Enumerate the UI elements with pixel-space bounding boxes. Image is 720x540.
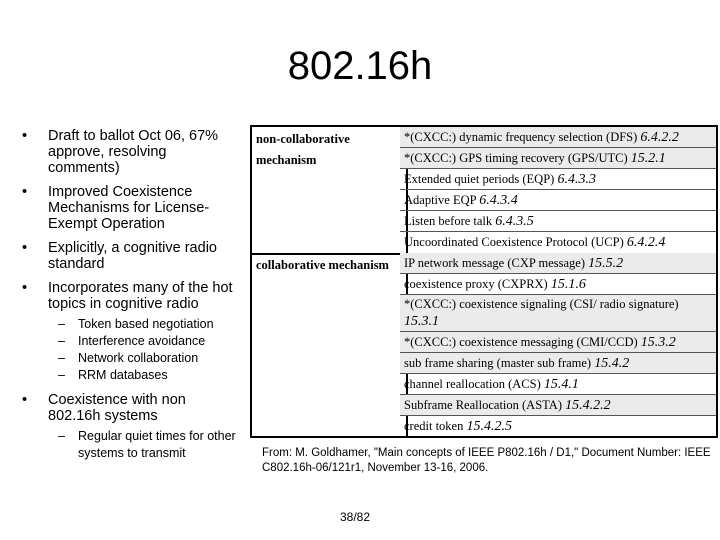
- bullet-dot-icon: •: [22, 240, 28, 256]
- section-number: 6.4.3.5: [495, 214, 534, 229]
- section-number: 15.2.1: [630, 151, 666, 166]
- section-number: 15.4.2.5: [466, 419, 512, 434]
- sub-bullet-item: [22, 316, 242, 333]
- section-number: 15.3.2: [640, 335, 676, 350]
- dash-icon: –: [58, 334, 65, 348]
- bullet-item: [22, 128, 242, 176]
- section-number: 6.4.2.2: [640, 130, 679, 145]
- mechanism-name: coexistence proxy (CXPRX): [404, 277, 548, 291]
- bullet-text: Incorporates many of the hot topics in cognitive radio: [48, 280, 233, 312]
- mechanism-name: Subframe Reallocation (ASTA): [404, 398, 562, 412]
- bullet-item: [22, 240, 242, 272]
- group-label: collaborative mechanism: [252, 253, 408, 436]
- sub-bullet-text: Interference avoidance: [78, 334, 206, 348]
- mechanism-name: channel reallocation (ACS): [404, 377, 541, 391]
- mechanism-name: IP network message (CXP message): [404, 256, 585, 270]
- dash-icon: –: [58, 429, 65, 443]
- table-row: [400, 416, 716, 437]
- table-row: [400, 211, 716, 232]
- section-number: 15.4.1: [543, 377, 579, 392]
- bullet-dot-icon: •: [22, 184, 28, 200]
- dash-icon: –: [58, 351, 65, 365]
- bullet-list: [22, 128, 242, 470]
- sub-bullet-text: Network collaboration: [78, 351, 199, 365]
- mechanism-name: Uncoordinated Coexistence Protocol (UCP): [404, 235, 624, 249]
- mechanism-name: *(CXCC:) GPS timing recovery (GPS/UTC): [404, 151, 628, 165]
- table-row: [400, 232, 716, 253]
- sub-bullet-text: RRM databases: [78, 368, 168, 382]
- sub-bullet-list: [22, 428, 242, 462]
- group-label: non-collaborative mechanism: [252, 127, 408, 253]
- section-number: 15.3.1: [404, 314, 439, 329]
- table-row: [400, 332, 716, 353]
- table-row: [400, 190, 716, 211]
- bullet-text: Draft to ballot Oct 06, 67% approve, resolving comments): [48, 128, 219, 176]
- dash-icon: –: [58, 317, 65, 331]
- sub-bullet-text: Token based negotiation: [78, 317, 214, 331]
- group-rows: [400, 127, 716, 253]
- table-row: [400, 353, 716, 374]
- mechanism-name: *(CXCC:) coexistence signaling (CSI/ radio signature): [404, 297, 679, 311]
- table-row: [400, 295, 716, 332]
- bullet-text: Coexistence with non 802.16h systems: [48, 392, 186, 424]
- section-number: 6.4.2.4: [626, 235, 666, 250]
- table-row: [400, 374, 716, 395]
- table-row: [400, 274, 716, 295]
- page-number: 38/82: [340, 510, 371, 524]
- bullet-dot-icon: •: [22, 128, 28, 144]
- bullet-dot-icon: •: [22, 392, 28, 408]
- bullet-item: [22, 184, 242, 232]
- section-number: 6.4.3.4: [479, 193, 518, 208]
- mechanism-name: *(CXCC:) dynamic frequency selection (DFS): [404, 130, 638, 144]
- mechanism-name: Listen before talk: [404, 214, 493, 228]
- mechanism-table: [250, 125, 718, 438]
- mechanism-name: credit token: [404, 419, 464, 433]
- table-row: [400, 253, 716, 274]
- bullet-dot-icon: •: [22, 280, 28, 296]
- table-group: [252, 127, 716, 255]
- sub-bullet-text: Regular quiet times for other systems to transmit: [78, 429, 236, 460]
- bullet-item: [22, 280, 242, 312]
- table-row: [400, 169, 716, 190]
- source-citation: From: M. Goldhamer, "Main concepts of IEEE P802.16h / D1," Document Number: IEEE C802.16h-06/121r1, November 13-16, 2006.: [262, 447, 711, 474]
- dash-icon: –: [58, 368, 65, 382]
- section-number: 15.4.2: [594, 356, 630, 371]
- table-group: [252, 253, 716, 436]
- table-row: [400, 127, 716, 148]
- bullet-item: [22, 392, 242, 424]
- mechanism-name: Extended quiet periods (EQP): [404, 172, 555, 186]
- slide-title: 802.16h: [287, 44, 433, 88]
- section-number: 15.1.6: [550, 277, 586, 292]
- mechanism-name: *(CXCC:) coexistence messaging (CMI/CCD): [404, 335, 638, 349]
- section-number: 15.4.2.2: [565, 398, 611, 413]
- sub-bullet-item: [22, 350, 242, 367]
- sub-bullet-item: [22, 333, 242, 350]
- sub-bullet-item: [22, 367, 242, 384]
- group-rows: [400, 253, 716, 436]
- bullet-text: Improved Coexistence Mechanisms for License-Exempt Operation: [48, 184, 210, 232]
- mechanism-name: sub frame sharing (master sub frame): [404, 356, 592, 370]
- table-row: [400, 148, 716, 169]
- bullet-text: Explicitly, a cognitive radio standard: [48, 240, 217, 272]
- section-number: 15.5.2: [588, 256, 624, 271]
- table-row: [400, 395, 716, 416]
- sub-bullet-item: [22, 428, 242, 462]
- section-number: 6.4.3.3: [557, 172, 596, 187]
- mechanism-name: Adaptive EQP: [404, 193, 477, 207]
- sub-bullet-list: [22, 316, 242, 384]
